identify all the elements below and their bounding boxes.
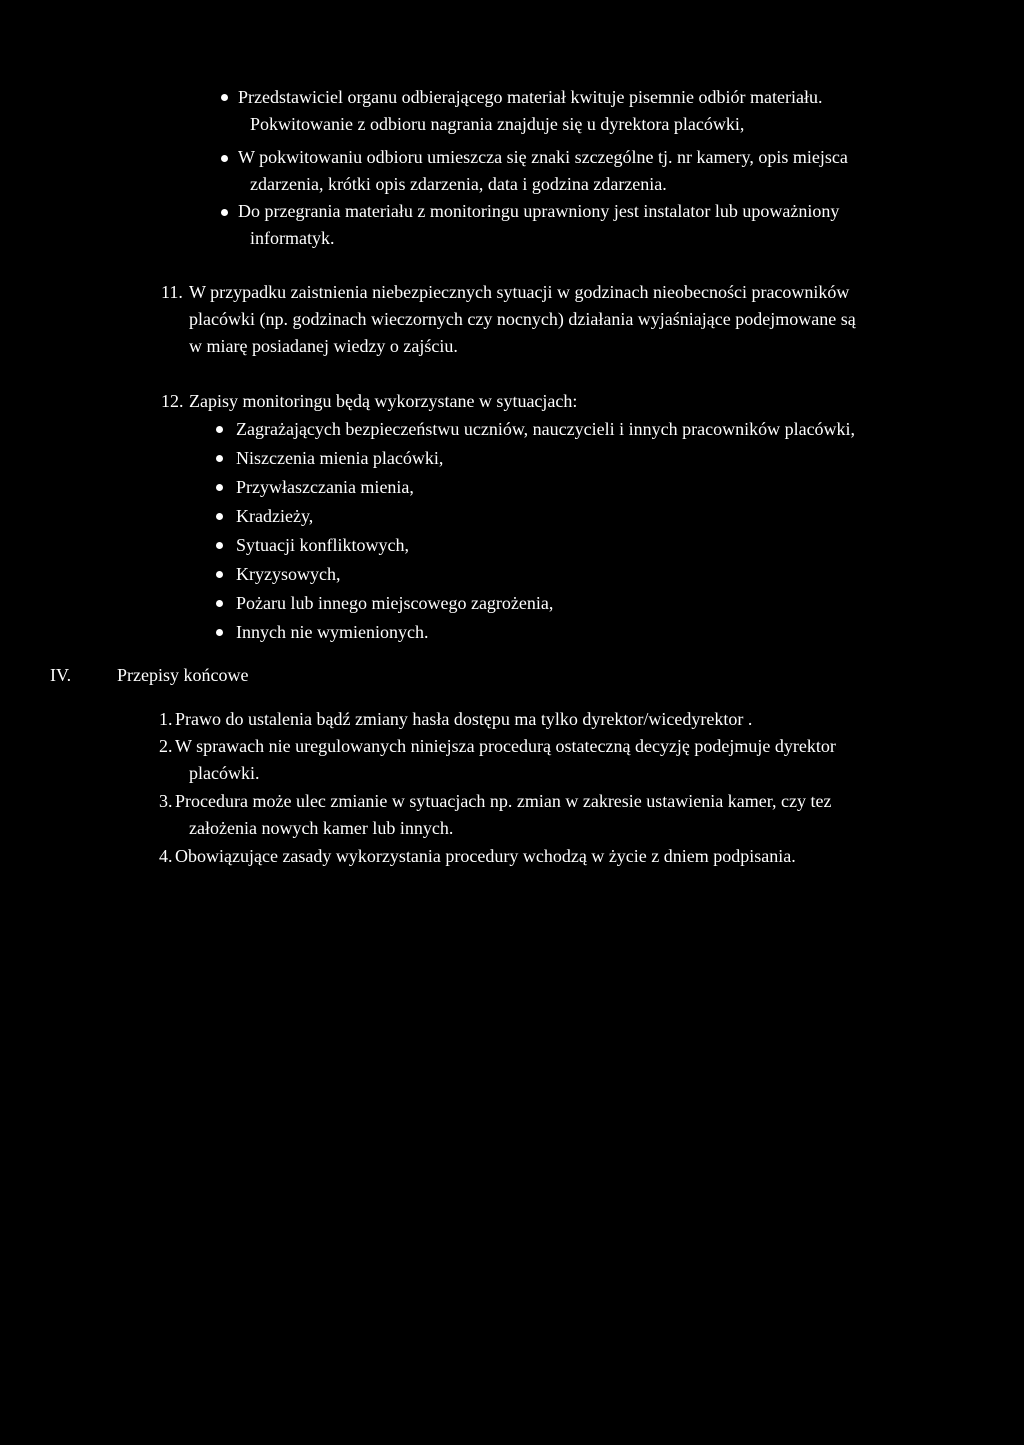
- bullet-text: Przedstawiciel organu odbierającego materiał kwituje pisemnie odbiór materiału.: [238, 87, 823, 107]
- section-title: Przepisy końcowe: [117, 665, 249, 685]
- bullet-dot-icon: [216, 571, 223, 578]
- paragraph-line: założenia nowych kamer lub innych.: [189, 818, 454, 838]
- list-item: Przywłaszczania mienia,: [236, 477, 414, 497]
- paragraph-line: Obowiązujące zasady wykorzystania procedury wchodzą w życie z dniem podpisania.: [175, 846, 796, 866]
- section-numeral: IV.: [50, 665, 72, 685]
- bullet-dot-icon: [216, 629, 223, 636]
- paragraph-line: W sprawach nie uregulowanych niniejsza procedurą ostateczną decyzję podejmuje dyrektor: [175, 736, 836, 756]
- list-item: Zagrażających bezpieczeństwu uczniów, nauczycieli i innych pracowników placówki,: [236, 419, 856, 439]
- list-item: Pożaru lub innego miejscowego zagrożenia,: [236, 593, 554, 613]
- bullet-text: informatyk.: [250, 228, 335, 248]
- bullet-dot-icon: [221, 209, 228, 216]
- bullet-dot-icon: [221, 155, 228, 162]
- bullet-text: zdarzenia, krótki opis zdarzenia, data i godzina zdarzenia.: [250, 174, 667, 194]
- bullet-dot-icon: [221, 94, 228, 101]
- list-item: Niszczenia mienia placówki,: [236, 448, 444, 468]
- paragraph-line: placówki (np. godzinach wieczornych czy nocnych) działania wyjaśniające podejmowane są: [189, 309, 856, 329]
- bullet-dot-icon: [216, 484, 223, 491]
- paragraph-line: placówki.: [189, 763, 260, 783]
- item-number: 11.: [161, 282, 183, 302]
- paragraph-line: W przypadku zaistnienia niebezpiecznych sytuacji w godzinach nieobecności pracowników: [189, 282, 850, 302]
- paragraph-line: Prawo do ustalenia bądź zmiany hasła dostępu ma tylko dyrektor/wicedyrektor .: [175, 709, 753, 729]
- item-number: 2.: [159, 736, 173, 756]
- item-number: 1.: [159, 709, 173, 729]
- bullet-dot-icon: [216, 455, 223, 462]
- bullet-text: Pokwitowanie z odbioru nagrania znajduje się u dyrektora placówki,: [250, 114, 745, 134]
- bullet-dot-icon: [216, 513, 223, 520]
- item-number: 12.: [161, 391, 184, 411]
- bullet-text: W pokwitowaniu odbioru umieszcza się znaki szczególne tj. nr kamery, opis miejsca: [238, 147, 848, 167]
- paragraph-line: w miarę posiadanej wiedzy o zajściu.: [189, 336, 458, 356]
- list-item: Innych nie wymienionych.: [236, 622, 429, 642]
- bullet-dot-icon: [216, 600, 223, 607]
- bullet-dot-icon: [216, 542, 223, 549]
- paragraph-line: Zapisy monitoringu będą wykorzystane w sytuacjach:: [189, 391, 578, 411]
- bullet-dot-icon: [216, 426, 223, 433]
- paragraph-line: Procedura może ulec zmianie w sytuacjach np. zmian w zakresie ustawienia kamer, czy tez: [175, 791, 832, 811]
- list-item: Kradzieży,: [236, 506, 314, 526]
- item-number: 4.: [159, 846, 173, 866]
- bullet-text: Do przegrania materiału z monitoringu uprawniony jest instalator lub upoważniony: [238, 201, 840, 221]
- item-number: 3.: [159, 791, 173, 811]
- list-item: Sytuacji konfliktowych,: [236, 535, 409, 555]
- list-item: Kryzysowych,: [236, 564, 341, 584]
